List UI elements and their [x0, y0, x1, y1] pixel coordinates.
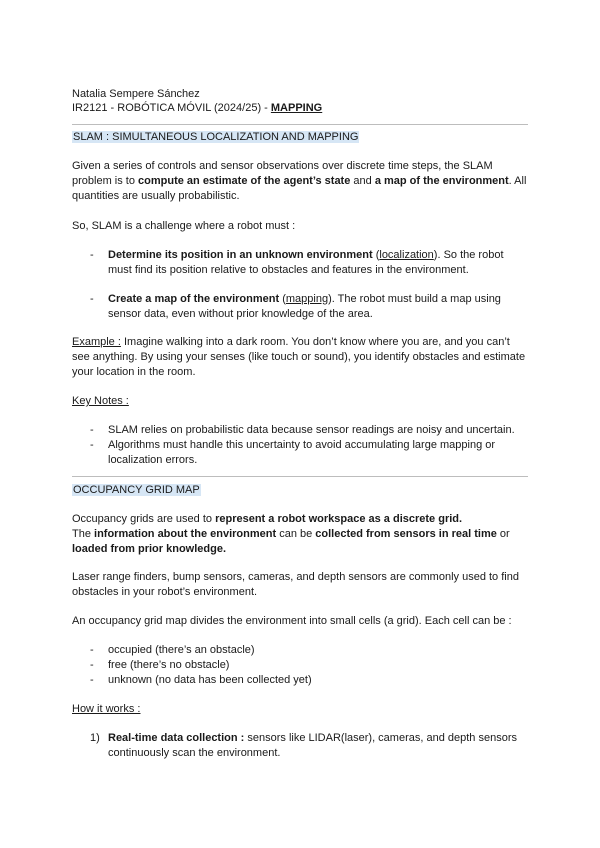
- bold-span: information about the environment: [94, 528, 277, 540]
- ogm-heading-text: OCCUPANCY GRID MAP: [73, 484, 200, 496]
- ogm-paragraph-1: [72, 512, 528, 557]
- list-dash: -: [90, 249, 94, 261]
- key-notes-label: [72, 394, 528, 409]
- bold-span: Create a map of the environment: [108, 293, 280, 305]
- text-span: Given a series of controls and sensor observations over discrete time steps, the SLAM problem is to: [72, 160, 493, 187]
- text-span: can be: [276, 528, 316, 540]
- ogm-paragraph-3: An occupancy grid map divides the environment into small cells (a grid). Each cell can be :: [72, 615, 512, 627]
- course-prefix: IR2121 - ROBÓTICA MÓVIL (2024/25) -: [72, 102, 271, 114]
- example-paragraph: [72, 335, 528, 380]
- list-item-text: [108, 292, 528, 322]
- key-notes-label-text: Key Notes :: [72, 395, 129, 407]
- slam-heading: [72, 130, 528, 145]
- list-item-text: [108, 248, 528, 278]
- item-number: 1): [90, 732, 100, 744]
- bold-span: loaded from prior knowledge.: [72, 543, 227, 555]
- list-item-text: Algorithms must handle this uncertainty to avoid accumulating large mapping or localization errors.: [108, 439, 496, 466]
- text-span: and: [350, 175, 375, 187]
- list-item-text: free (there’s no obstacle): [108, 659, 230, 671]
- list-dash: -: [90, 644, 94, 656]
- ogm-heading: [72, 483, 528, 498]
- example-text: Imagine walking into a dark room. You don’t know where you are, and you can’t see anything. By using your senses (like touch or sound), you identify obstacles and estimate your location in the room.: [72, 336, 526, 378]
- course-topic: MAPPING: [270, 102, 323, 114]
- slam-challenge-text: So, SLAM is a challenge where a robot must :: [72, 220, 296, 232]
- course-line: [72, 101, 528, 116]
- list-dash: -: [90, 293, 94, 305]
- bold-span: Real-time data collection :: [108, 732, 245, 744]
- list-dash: -: [90, 659, 94, 671]
- text-span: (: [279, 293, 286, 305]
- text-span: or: [496, 528, 510, 540]
- numbered-item-text: [108, 731, 528, 761]
- text-span: Occupancy grids are used to: [72, 513, 216, 525]
- list-dash: -: [90, 439, 94, 451]
- bold-span: Determine its position in an unknown environment: [108, 249, 373, 261]
- bold-span: compute an estimate of the agent’s state: [138, 175, 351, 187]
- bold-span: represent a robot workspace as a discrete grid.: [215, 513, 463, 525]
- bold-span: collected from sensors in real time: [315, 528, 497, 540]
- how-it-works-label: [72, 702, 528, 717]
- text-span: ). The robot must build a map using sensor data, even without prior knowledge of the area.: [108, 293, 501, 320]
- list-dash: -: [90, 424, 94, 436]
- ogm-paragraph-2: Laser range finders, bump sensors, cameras, and depth sensors are commonly used to find obstacles in your robot’s environment.: [72, 571, 519, 598]
- underlined-span: localization: [379, 249, 434, 261]
- text-span: The: [72, 528, 95, 540]
- list-item-text: SLAM relies on probabilistic data because sensor readings are noisy and uncertain.: [108, 424, 515, 436]
- text-span: ). So the robot must find its position relative to obstacles and features in the environment.: [108, 249, 504, 276]
- author-name: Natalia Sempere Sánchez: [72, 88, 200, 100]
- text-span: . All quantities are usually probabilistic.: [72, 175, 527, 202]
- slam-heading-text: SLAM : SIMULTANEOUS LOCALIZATION AND MAPPING: [73, 131, 359, 143]
- divider: [72, 476, 528, 477]
- list-dash: -: [90, 674, 94, 686]
- example-label: Example :: [72, 336, 121, 348]
- text-span: sensors like LIDAR(laser), cameras, and depth sensors continuously scan the environment.: [108, 732, 517, 759]
- how-it-works-label-text: How it works :: [72, 703, 141, 715]
- divider: [72, 124, 528, 125]
- bold-span: a map of the environment: [374, 175, 509, 187]
- list-item-text: occupied (there’s an obstacle): [108, 644, 255, 656]
- list-item-text: unknown (no data has been collected yet): [108, 674, 312, 686]
- underlined-span: mapping: [285, 293, 329, 305]
- text-span: (: [372, 249, 380, 261]
- slam-intro-paragraph: [72, 159, 528, 204]
